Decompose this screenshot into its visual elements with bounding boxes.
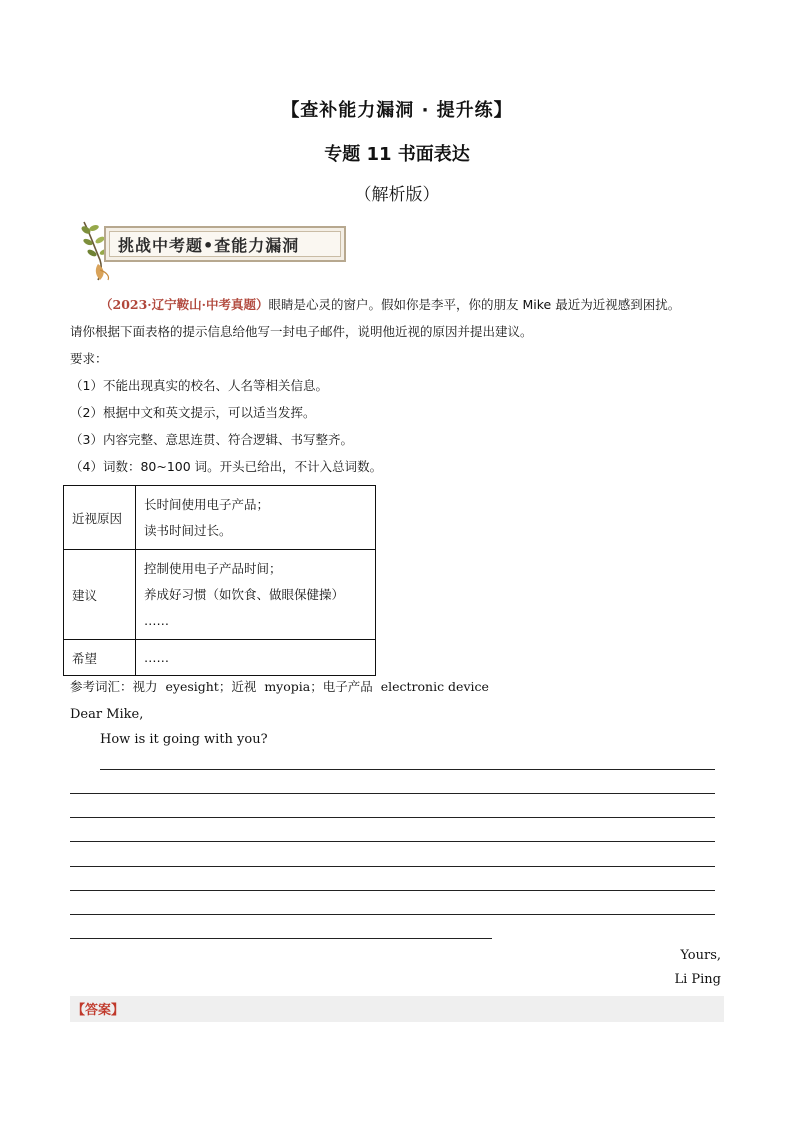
- table-row-label: 希望: [64, 640, 136, 676]
- vocab-cn: 近视: [231, 679, 257, 694]
- table-row-label: 建议: [64, 550, 136, 640]
- version-label: （解析版）: [354, 185, 440, 205]
- table-row-content: [136, 550, 376, 640]
- table-row-label: 近视原因: [64, 486, 136, 550]
- page-title: 【查补能力漏洞 · 提升练】: [281, 100, 513, 121]
- writing-line[interactable]: [70, 938, 492, 939]
- question-text: [70, 291, 730, 480]
- table-line: ……: [144, 649, 169, 665]
- writing-line[interactable]: [70, 817, 715, 818]
- banner-label: 挑战中考题•查能力漏洞: [118, 236, 300, 255]
- reference-vocabulary: 参考词汇：视力 eyesight；近视 myopia；电子产品 electronic device: [70, 679, 489, 694]
- vocab-en: eyesight: [165, 679, 219, 694]
- requirement-item: （3）内容完整、意思连贯、符合逻辑、书写整齐。: [70, 432, 353, 447]
- table-line: 控制使用电子产品时间；: [144, 560, 282, 576]
- table-line: 养成好习惯（如饮食、做眼保健操）: [144, 586, 345, 602]
- answer-label: 【答案】: [72, 1003, 125, 1018]
- letter-closing: Yours,: [680, 948, 721, 963]
- table-row: [64, 550, 376, 640]
- table-line: 读书时间过长。: [144, 522, 232, 538]
- question-prompt-line1: 眼睛是心灵的窗户。假如你是李平，你的朋友 Mike 最近为近视感到困扰。: [268, 297, 681, 312]
- table-line: ……: [144, 612, 169, 628]
- vocab-cn: 电子产品: [322, 679, 373, 694]
- vocab-en: myopia: [264, 679, 311, 694]
- table-row-content: [136, 486, 376, 550]
- requirement-item: （4）词数：80~100 词。开头已给出，不计入总词数。: [70, 459, 383, 474]
- writing-line[interactable]: [70, 841, 715, 842]
- question-prompt-line2: 请你根据下面表格的提示信息给他写一封电子邮件，说明他近视的原因并提出建议。: [70, 324, 533, 339]
- vocab-en: electronic device: [380, 679, 489, 694]
- writing-line[interactable]: [70, 890, 715, 891]
- writing-line[interactable]: [70, 793, 715, 794]
- requirement-item: （2）根据中文和英文提示，可以适当发挥。: [70, 405, 316, 420]
- section-banner: [76, 220, 352, 282]
- table-row: [64, 486, 376, 550]
- topic-title: 专题 11 书面表达: [324, 144, 470, 165]
- vocab-lead: 参考词汇：: [70, 679, 133, 694]
- table-line: 长时间使用电子产品；: [144, 496, 270, 512]
- hint-table: [63, 485, 376, 676]
- requirements-heading: 要求：: [70, 351, 108, 366]
- vocab-cn: 视力: [132, 679, 158, 694]
- letter-opening: How is it going with you?: [100, 732, 268, 747]
- table-row-content: [136, 640, 376, 676]
- table-row: [64, 640, 376, 676]
- letter-signature: Li Ping: [674, 972, 721, 987]
- writing-line[interactable]: [70, 914, 715, 915]
- letter-salutation: Dear Mike,: [70, 707, 144, 722]
- writing-line[interactable]: [70, 866, 715, 867]
- question-source: （2023·辽宁鞍山·中考真题）: [100, 297, 269, 312]
- answer-section: [70, 996, 724, 1022]
- requirement-item: （1）不能出现真实的校名、人名等相关信息。: [70, 378, 328, 393]
- writing-line[interactable]: [100, 769, 715, 770]
